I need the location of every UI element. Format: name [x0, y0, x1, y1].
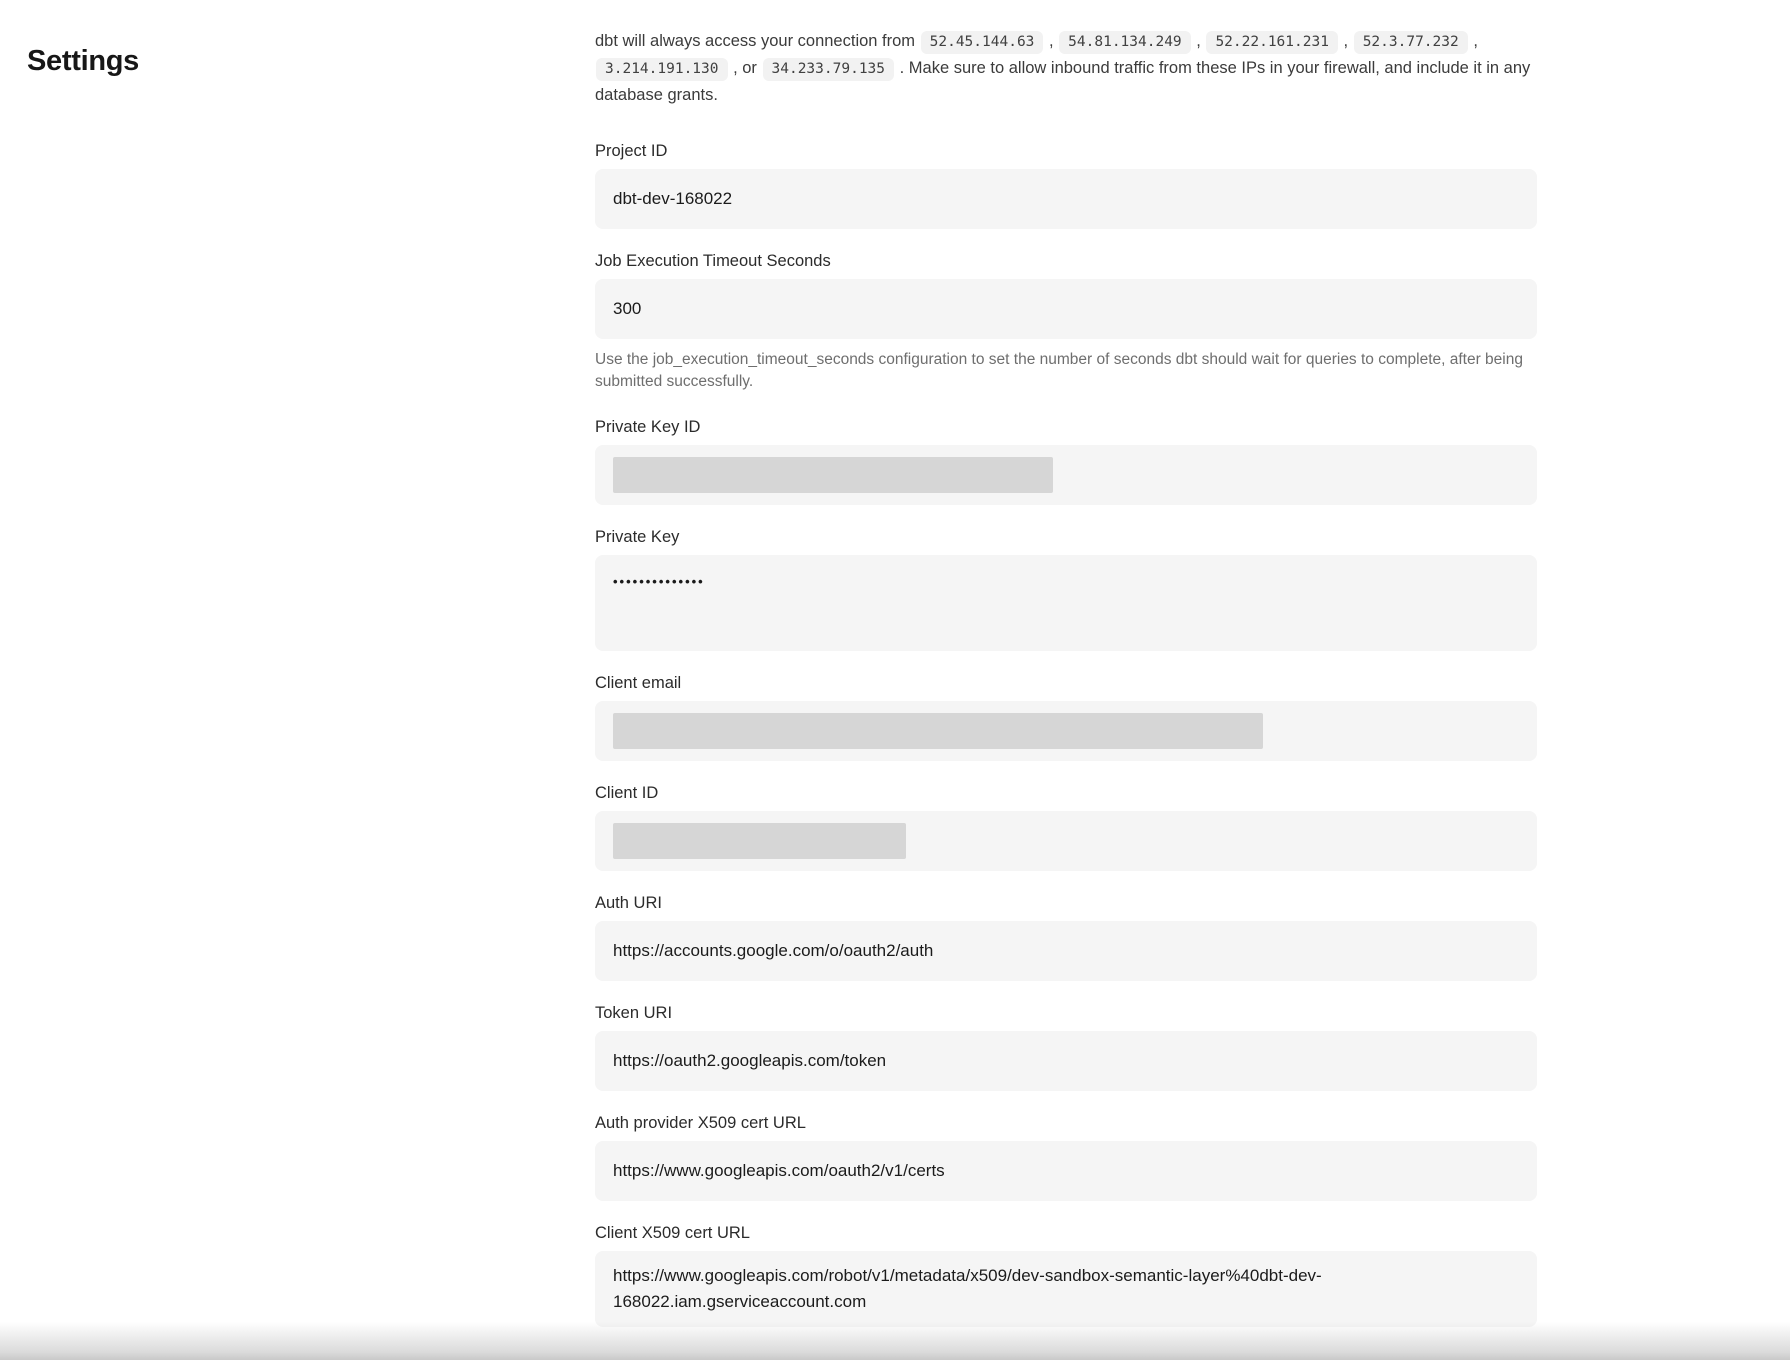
job-execution-timeout-input[interactable]	[595, 279, 1537, 339]
intro-text-segment: ,	[1191, 32, 1206, 50]
ip-chip: 52.3.77.232	[1354, 31, 1468, 54]
intro-text-segment: ,	[1044, 32, 1059, 50]
ip-chip: 54.81.134.249	[1059, 31, 1191, 54]
private-key-id-label: Private Key ID	[595, 418, 701, 436]
auth-uri-input[interactable]	[595, 921, 1537, 981]
project-id-input[interactable]	[595, 169, 1537, 229]
ip-chip: 3.214.191.130	[596, 58, 728, 81]
private-key-input[interactable]	[595, 555, 1537, 651]
token-uri-label: Token URI	[595, 1004, 673, 1022]
field-group-job-execution-timeout	[595, 251, 1537, 393]
redacted-value-block	[613, 713, 1263, 749]
intro-text-segment: dbt will always access your connection from	[595, 32, 920, 50]
client-email-input[interactable]	[595, 701, 1537, 761]
settings-form	[595, 28, 1537, 1349]
client-email-label: Client email	[595, 674, 682, 692]
auth-uri-label: Auth URI	[595, 894, 662, 912]
field-group-client-x509-cert-url	[595, 1223, 1537, 1327]
redacted-value-block	[613, 823, 906, 859]
ip-chip: 52.22.161.231	[1206, 31, 1338, 54]
field-group-token-uri	[595, 1003, 1537, 1091]
private-key-label: Private Key	[595, 528, 680, 546]
field-group-private-key	[595, 527, 1537, 651]
field-group-auth-uri	[595, 893, 1537, 981]
client-id-input[interactable]	[595, 811, 1537, 871]
connection-ip-notice	[595, 28, 1537, 109]
client-id-label: Client ID	[595, 784, 659, 802]
page-title: Settings	[27, 45, 139, 78]
ip-chip: 52.45.144.63	[921, 31, 1044, 54]
redacted-value-block	[613, 457, 1053, 493]
field-group-private-key-id	[595, 417, 1537, 505]
intro-text-segment: , or	[728, 59, 762, 77]
field-group-client-email	[595, 673, 1537, 761]
field-group-project-id	[595, 141, 1537, 229]
intro-text-segment: ,	[1468, 32, 1478, 50]
ip-chip: 34.233.79.135	[763, 58, 895, 81]
intro-text-segment: . Make sure to allow inbound traffic from these IPs in your firewall, and include it in any database grants.	[595, 59, 1531, 104]
field-group-client-id	[595, 783, 1537, 871]
token-uri-input[interactable]	[595, 1031, 1537, 1091]
job-execution-timeout-helper-text: Use the job_execution_timeout_seconds configuration to set the number of seconds dbt should wait for queries to complete, after being submitted successfully.	[595, 351, 1523, 390]
private-key-id-input[interactable]	[595, 445, 1537, 505]
field-group-auth-provider-x509-cert-url	[595, 1113, 1537, 1201]
project-id-label: Project ID	[595, 142, 668, 160]
auth-provider-x509-cert-url-input[interactable]	[595, 1141, 1537, 1201]
client-x509-cert-url-label: Client X509 cert URL	[595, 1224, 750, 1242]
client-x509-cert-url-input[interactable]: https://www.googleapis.com/robot/v1/metadata/x509/dev-sandbox-semantic-layer%40dbt-dev-168022.iam.gserviceaccount.com	[595, 1251, 1537, 1327]
auth-provider-x509-cert-url-label: Auth provider X509 cert URL	[595, 1114, 806, 1132]
intro-text-segment: ,	[1338, 32, 1353, 50]
job-execution-timeout-label: Job Execution Timeout Seconds	[595, 252, 831, 270]
